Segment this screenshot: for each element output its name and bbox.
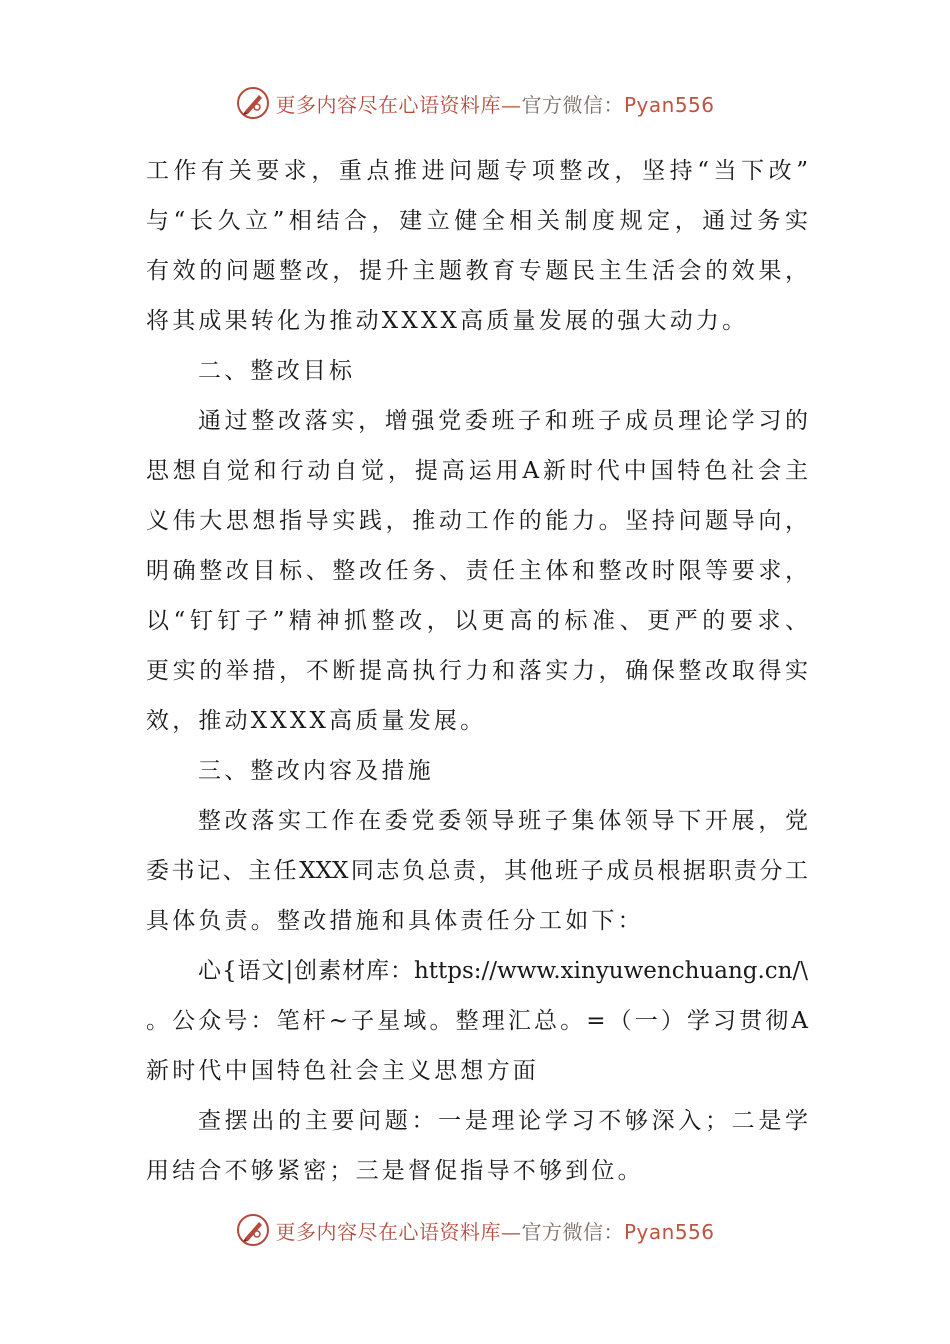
text-line: 委书记、主任XXX同志负总责，其他班子成员根据职责分工: [146, 858, 808, 884]
text-line: 将其成果转化为推动XXXX高质量发展的强大动力。: [146, 308, 749, 334]
text-line: 具体负责。整改措施和具体责任分工如下：: [146, 908, 644, 934]
banner-dash: —: [500, 1219, 522, 1244]
footer-banner: [0, 1210, 950, 1250]
banner-label: 官方微信：: [521, 1219, 624, 1244]
document-body: [146, 148, 808, 1198]
text-line: 通过整改落实，增强党委班子和班子成员理论学习的: [198, 408, 808, 434]
text-line: 用结合不够紧密；三是督促指导不够到位。: [146, 1158, 644, 1184]
text-line: 心{语文|创素材库：https://www.xinyuwenchuang.cn/\: [198, 958, 808, 984]
text-line: 以“钉钉子”精神抓整改，以更高的标准、更严的要求、: [146, 608, 808, 634]
text-line: 与“长久立”相结合，建立健全相关制度规定，通过务实: [146, 208, 808, 234]
text-line: 有效的问题整改，提升主题教育专题民主生活会的效果，: [146, 258, 808, 284]
banner-slogan: 更多内容尽在心语资料库: [275, 92, 501, 117]
text-line: 效，推动XXXX高质量发展。: [146, 708, 487, 734]
text-line: 思想自觉和行动自觉，提高运用A新时代中国特色社会主: [146, 458, 808, 484]
pen-logo-icon: [235, 1212, 271, 1248]
text-line: 工作有关要求，重点推进问题专项整改，坚持“当下改”: [146, 158, 808, 184]
banner-wechat-id: Pyan556: [623, 1219, 715, 1244]
banner-slogan: 更多内容尽在心语资料库: [275, 1219, 501, 1244]
text-line: 查摆出的主要问题：一是理论学习不够深入；二是学: [198, 1108, 808, 1134]
text-line: 明确整改目标、整改任务、责任主体和整改时限等要求，: [146, 558, 808, 584]
text-line: 新时代中国特色社会主义思想方面: [146, 1058, 539, 1084]
pen-logo-icon: [235, 85, 271, 121]
banner-wechat-id: Pyan556: [623, 92, 715, 117]
text-line: 更实的举措，不断提高执行力和落实力，确保整改取得实: [146, 658, 808, 684]
text-line: 。公众号：笔杆~子星域。整理汇总。=（一）学习贯彻A: [146, 1008, 808, 1034]
section-heading: 二、整改目标: [198, 358, 356, 384]
header-banner: [0, 83, 950, 123]
text-line: 整改落实工作在委党委领导班子集体领导下开展，党: [198, 808, 808, 834]
banner-dash: —: [500, 92, 522, 117]
section-heading: 三、整改内容及措施: [198, 758, 434, 784]
text-line: 义伟大思想指导实践，推动工作的能力。坚持问题导向，: [146, 508, 808, 534]
banner-label: 官方微信：: [521, 92, 624, 117]
